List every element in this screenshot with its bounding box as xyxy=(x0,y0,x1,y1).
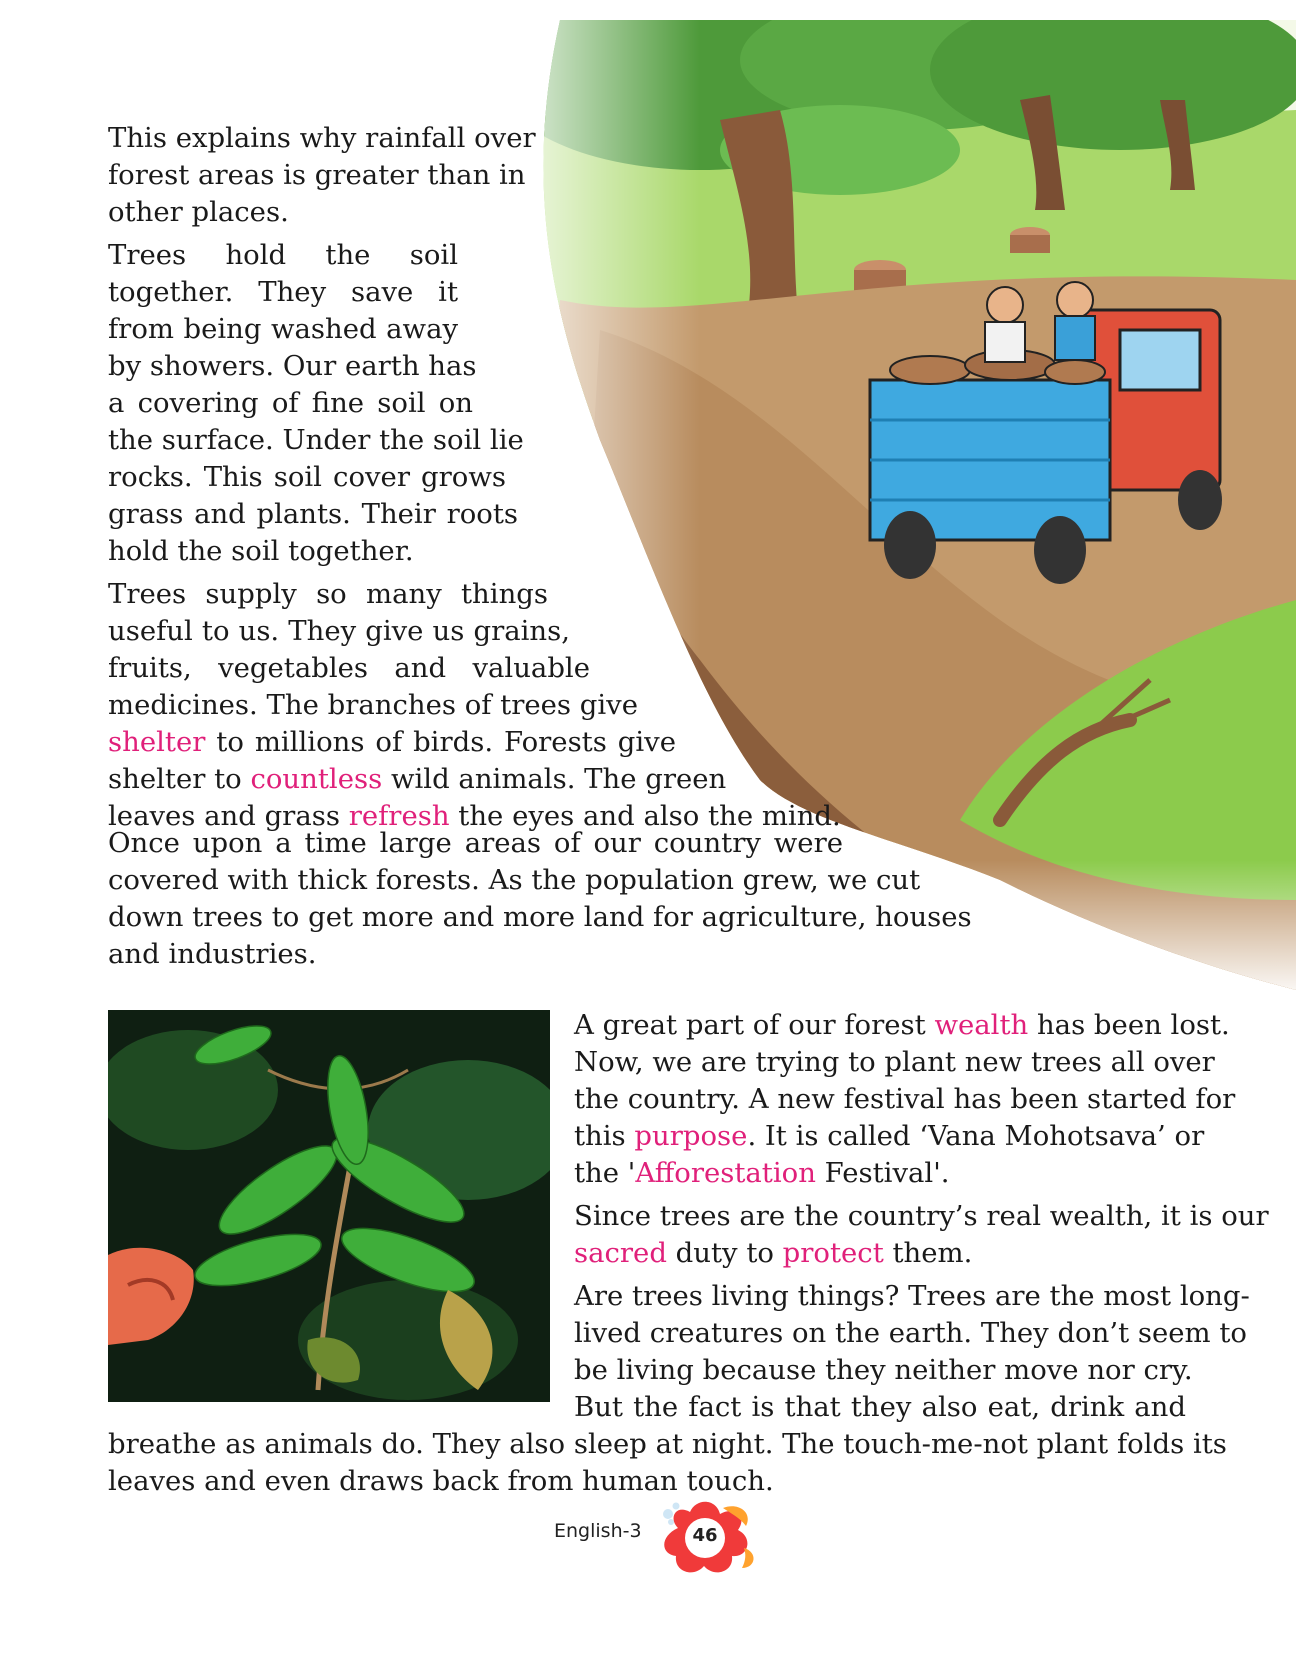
text-line xyxy=(108,724,676,761)
text-segment: shelter to xyxy=(108,763,251,795)
text-line: from being washed away xyxy=(108,313,458,345)
text-line: leaves and even draws back from human touch. xyxy=(108,1465,774,1497)
text-line: breathe as animals do. They also sleep at night. The touch-me-not plant folds its xyxy=(108,1428,1227,1460)
text-line: Now, we are trying to plant new trees all over xyxy=(574,1046,1215,1078)
text-line: the surface. Under the soil lie xyxy=(108,424,524,456)
text-line: fruits, vegetables and valuable xyxy=(108,652,590,684)
text-segment: duty to xyxy=(666,1237,783,1269)
text-line: rocks. This soil cover grows xyxy=(108,461,506,493)
book-title-label: English-3 xyxy=(554,1520,642,1542)
text-segment: leaves and grass xyxy=(108,800,349,832)
text-line xyxy=(574,1007,1230,1044)
text-line: by showers. Our earth has xyxy=(108,350,477,382)
text-line: a covering of fine soil on xyxy=(108,387,473,419)
vocab-word-countless: countless xyxy=(250,763,383,795)
text-segment: the ' xyxy=(574,1157,636,1189)
text-line: But the fact is that they also eat, drink and xyxy=(574,1391,1186,1423)
text-segment: A great part of our forest xyxy=(574,1009,935,1041)
paragraph-protect-trees xyxy=(574,1198,1269,1272)
text-segment: has been lost. xyxy=(1028,1009,1230,1041)
text-line: covered with thick forests. As the population grew, we cut xyxy=(108,864,921,896)
vocab-word-purpose: purpose xyxy=(634,1120,748,1152)
paragraph-vana-mohotsava xyxy=(574,1007,1236,1192)
text-line xyxy=(574,1118,1205,1155)
splash-badge-icon xyxy=(548,1498,768,1578)
text-line: Once upon a time large areas of our country were xyxy=(108,827,843,859)
text-line: Since trees are the country’s real wealth, it is our xyxy=(574,1200,1269,1232)
text-segment: this xyxy=(574,1120,635,1152)
page-footer xyxy=(548,1498,768,1578)
text-segment: . It is called ‘Vana Mohotsava’ or xyxy=(747,1120,1205,1152)
paragraph-rainfall xyxy=(108,120,536,231)
paragraph-tree-uses xyxy=(108,576,841,835)
vocab-word-wealth: wealth xyxy=(934,1009,1029,1041)
text-line: Trees supply so many things xyxy=(108,578,548,610)
text-segment: to millions of birds. Forests give xyxy=(205,726,676,758)
page-number: 46 xyxy=(692,1525,718,1546)
text-line: forest areas is greater than in xyxy=(108,159,526,191)
vocab-word-protect: protect xyxy=(782,1237,884,1269)
text-line xyxy=(574,1235,1186,1272)
text-line: other places. xyxy=(108,196,289,228)
vocab-word-afforestation: Afforestation xyxy=(635,1157,816,1189)
text-line: Trees hold the soil xyxy=(108,239,458,271)
text-line: lived creatures on the earth. They don’t seem to xyxy=(574,1317,1247,1349)
text-line: the country. A new festival has been started for xyxy=(574,1083,1236,1115)
text-line: useful to us. They give us grains, xyxy=(108,615,570,647)
paragraph-trees-living-things xyxy=(108,1278,1250,1500)
text-line: together. They save it xyxy=(108,276,458,308)
text-segment: Festival'. xyxy=(815,1157,950,1189)
text-line: be living because they neither move nor cry. xyxy=(574,1354,1193,1386)
vocab-word-shelter: shelter xyxy=(108,726,206,758)
text-line xyxy=(574,1155,1186,1192)
text-segment: wild animals. The green xyxy=(382,763,727,795)
vocab-word-refresh: refresh xyxy=(348,800,450,832)
text-segment: them. xyxy=(883,1237,973,1269)
vocab-word-sacred: sacred xyxy=(574,1237,667,1269)
text-line: This explains why rainfall over xyxy=(108,122,536,154)
text-line: and industries. xyxy=(108,938,317,970)
text-line: Are trees living things? Trees are the most long- xyxy=(574,1280,1250,1312)
text-line xyxy=(108,761,727,798)
text-line: medicines. The branches of trees give xyxy=(108,689,638,721)
text-segment: the eyes and also the mind. xyxy=(449,800,841,832)
text-line: hold the soil together. xyxy=(108,535,414,567)
text-line: grass and plants. Their roots xyxy=(108,498,518,530)
text-line: down trees to get more and more land for agriculture, houses xyxy=(108,901,972,933)
paragraph-soil xyxy=(108,237,524,570)
paragraph-forest-loss-history xyxy=(108,825,972,973)
